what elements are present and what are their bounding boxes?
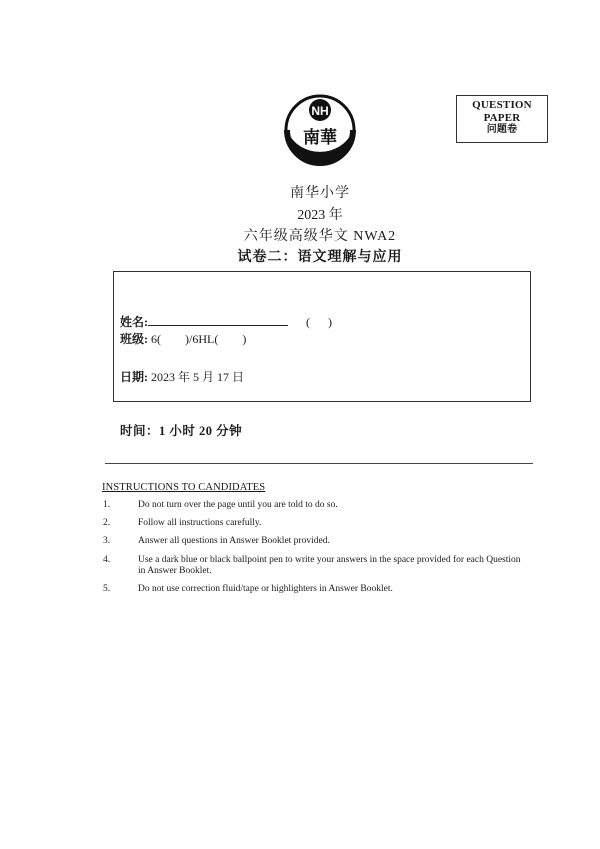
class-label: 班级: [120,332,148,346]
instruction-number: 1. [103,500,111,510]
name-row [120,313,332,330]
instruction-text: Answer all questions in Answer Booklet provided. [138,536,330,546]
badge-line-3: 问题卷 [486,124,518,135]
exam-duration: 时间：1 小时 20 分钟 [120,424,243,438]
instruction-number: 5. [103,584,111,594]
badge-line-2: PAPER [483,111,521,124]
class-field[interactable]: 6( )/6HL( ) [148,332,247,346]
date-value: 2023 年 5 月 17 日 [148,370,245,384]
class-row [120,330,246,347]
section-divider [105,463,533,464]
instruction-text: Use a dark blue or black ballpoint pen to write your answers in the space provided for each Question in Answer Booklet. [138,555,521,576]
exam-year: 2023 年 [297,208,343,223]
course-title: 六年级高级华文 NWA2 [243,229,397,244]
instruction-text: Follow all instructions carefully. [138,518,262,528]
svg-text:NH: NH [311,104,329,118]
index-number-field[interactable]: ( ) [306,315,332,329]
question-paper-badge [456,95,548,143]
svg-text:南華: 南華 [303,128,337,148]
instruction-text: Do not use correction fluid/tape or highlighters in Answer Booklet. [138,584,393,594]
instructions-heading: INSTRUCTIONS TO CANDIDATES [102,482,266,493]
instruction-number: 2. [103,518,111,528]
badge-line-1: QUESTION [472,99,532,111]
instruction-number: 3. [103,536,111,546]
name-label: 姓名: [120,315,148,329]
instruction-number: 4. [103,555,111,565]
name-field[interactable] [148,315,288,326]
date-label: 日期: [120,370,148,384]
school-logo [282,92,358,168]
school-name: 南华小学 [290,186,350,201]
date-row [120,368,244,385]
paper-title: 试卷二：语文理解与应用 [237,250,403,265]
instruction-text: Do not turn over the page until you are told to do so. [138,500,338,510]
